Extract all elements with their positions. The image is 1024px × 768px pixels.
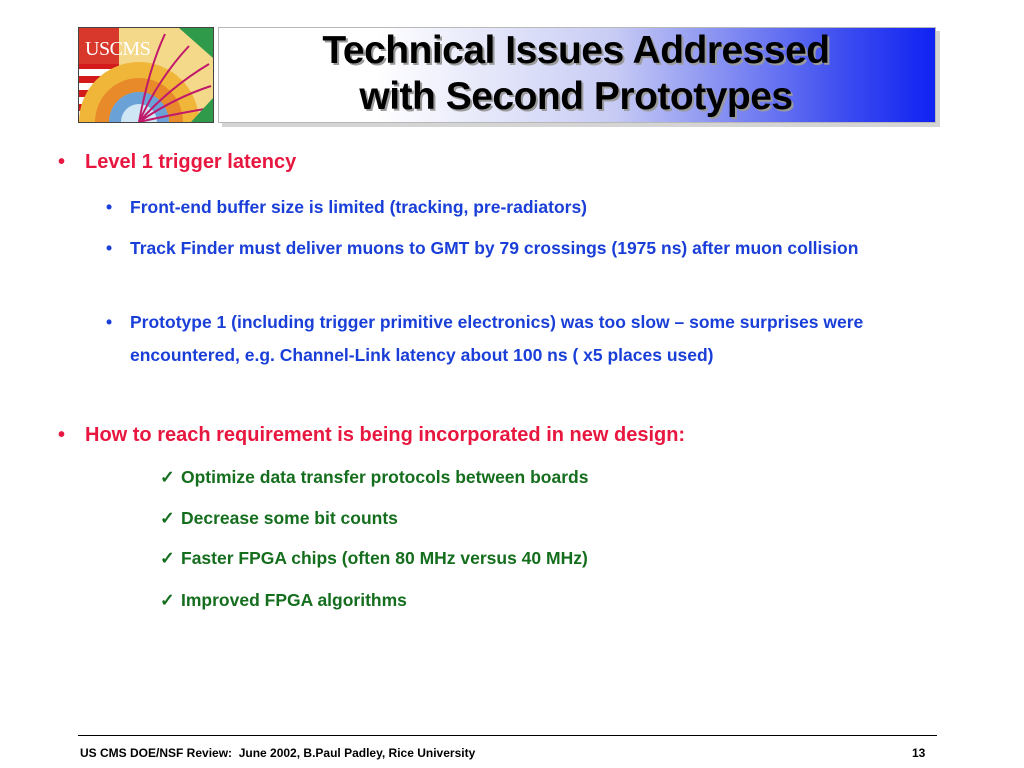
- bullet-text: Level 1 trigger latency: [85, 151, 297, 173]
- logo-us: US: [85, 38, 110, 60]
- sub-bullet-buffer-size: [106, 191, 886, 224]
- title-line-1: Technical Issues Addressed: [322, 29, 830, 72]
- bullet-icon: •: [58, 424, 66, 446]
- sub-bullet-prototype-1: [106, 306, 886, 372]
- logo-cms: CMS: [109, 38, 151, 60]
- page-number: 13: [912, 746, 926, 760]
- sub-bullet-text: Track Finder must deliver muons to GMT by 79 crossings (1975 ns) after muon collision: [130, 238, 859, 258]
- check-text: Faster FPGA chips (often 80 MHz versus 40 MHz): [181, 548, 588, 568]
- check-icon: ✓: [160, 508, 175, 528]
- sub-bullet-text: Prototype 1 (including trigger primitive electronics) was too slow – some surprises were encountered, e.g. Channel-Link latency about 100 ns ( x5 places used): [130, 312, 864, 365]
- bullet-icon: •: [106, 238, 113, 258]
- logo-text: [85, 38, 150, 61]
- footer-divider: [78, 735, 937, 736]
- check-icon: ✓: [160, 467, 175, 487]
- check-text: Optimize data transfer protocols between boards: [181, 467, 589, 487]
- sub-bullet-track-finder: [106, 232, 886, 265]
- title-line-2: with Second Prototypes: [359, 75, 793, 118]
- bullet-icon: •: [58, 151, 66, 173]
- slide-title: [218, 28, 934, 120]
- check-text: Improved FPGA algorithms: [181, 590, 407, 610]
- sub-bullet-text: Front-end buffer size is limited (tracking, pre-radiators): [130, 197, 588, 217]
- footer-text: US CMS DOE/NSF Review: June 2002, B.Paul Padley, Rice University: [80, 746, 476, 760]
- bullet-text: How to reach requirement is being incorporated in new design:: [85, 424, 686, 446]
- us-cms-logo: [78, 27, 214, 123]
- check-icon: ✓: [160, 548, 175, 568]
- bullet-icon: •: [106, 312, 113, 332]
- bullet-icon: •: [106, 197, 113, 217]
- check-icon: ✓: [160, 590, 175, 610]
- check-text: Decrease some bit counts: [181, 508, 398, 528]
